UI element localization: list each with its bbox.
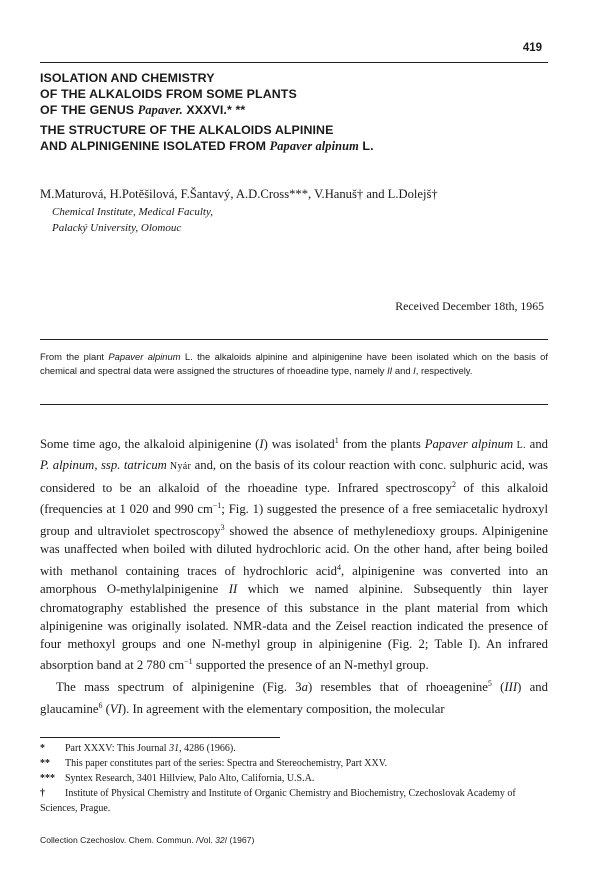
body-text: [40, 432, 548, 718]
abstract-top-rule: [40, 339, 548, 340]
footnote: * Part XXXV: This Journal 31, 4286 (1966).: [40, 743, 236, 754]
abstract-bottom-rule: [40, 404, 548, 405]
subtitle-line-1: THE STRUCTURE OF THE ALKALOIDS ALPININE: [40, 123, 334, 137]
paragraph-1: Some time ago, the alkaloid alpinigenine (I) was isolated$^1$ from the plants Papaver alpinum L. and P. alpinum, ssp. tatricum Nyár and, on the basis of its colour reaction with conc. sulphuric acid, was considered to be an alkaloid of the rhoeadine type. Infrared spectroscopy$^2$ of this alkaloid (frequencies at 1 020 and 990 $cm^{-1}$; Fig. 1) suggested the presence of a free semiacetalic hydroxyl group and ultraviolet spectroscopy$^3$ showed the absence of methylenedioxy groups. Alpinigenine was unaffected when boiled with diluted hydrochloric acid. On the other hand, after being boiled with methanol containing traces of hydrochloric acid$^4$, alpinigenine was converted into an amorphous O-methylalpinigenine II which we named alpinine. Subsequently thin layer chromatography established the presence of this substance in the plant material from which alpinigenine was originally isolated. NMR-data and the Zeisel reaction indicated the presence of four methoxyl groups and one N-methyl group in alpinigenine (Fig. 2; Table I). An infrared absorption band at 2 780 $cm^{-1}$ supported the presence of an N-methyl group.: [40, 436, 549, 673]
article-title: [40, 70, 560, 118]
page-number: 419: [522, 42, 542, 54]
journal-footer: Collection Czechoslov. Chem. Commun. /Vol. 32/ (1967): [40, 835, 255, 845]
subtitle-line-2: AND ALPINIGENINE ISOLATED FROM Papaver alpinum L.: [40, 139, 374, 153]
title-line-1: ISOLATION AND CHEMISTRY: [40, 71, 215, 85]
received-date: Received December 18th, 1965: [395, 299, 544, 313]
authors: M.Maturová, H.Potěšilová, F.Šantavý, A.D.Cross***, V.Hanuš† and L.Dolejš†: [40, 187, 438, 201]
header-rule: [40, 62, 548, 63]
footnote-rule: [40, 737, 280, 738]
footnote: ** This paper constitutes part of the series: Spectra and Stereochemistry, Part XXV.: [40, 758, 388, 769]
footnote: † Institute of Physical Chemistry and Institute of Organic Chemistry and Biochemistry, Czechoslovak Academy of Sciences, Prague.: [40, 788, 516, 814]
affiliation-line-2: Palacký University, Olomouc: [52, 222, 182, 234]
title-line-3: OF THE GENUS Papaver. XXXVI.* **: [40, 103, 246, 117]
paragraph-2: The mass spectrum of alpinigenine (Fig. 3a) resembles that of rhoeagenine$^5$ (III) and glaucamine$^6$ (VI). In agreement with the elementary composition, the molecular: [40, 678, 548, 716]
abstract: From the plant Papaver alpinum L. the alkaloids alpinine and alpinigenine have been isolated which on the basis of chemical and spectral data were assigned the structures of rhoeadine type, namely II and I, respectively.: [40, 351, 548, 377]
footnotes: [40, 741, 548, 816]
article-subtitle: [40, 122, 560, 154]
title-line-2: OF THE ALKALOIDS FROM SOME PLANTS: [40, 87, 297, 101]
footnote: *** Syntex Research, 3401 Hillview, Palo Alto, California, U.S.A.: [40, 773, 315, 784]
affiliation-line-1: Chemical Institute, Medical Faculty,: [52, 206, 213, 218]
